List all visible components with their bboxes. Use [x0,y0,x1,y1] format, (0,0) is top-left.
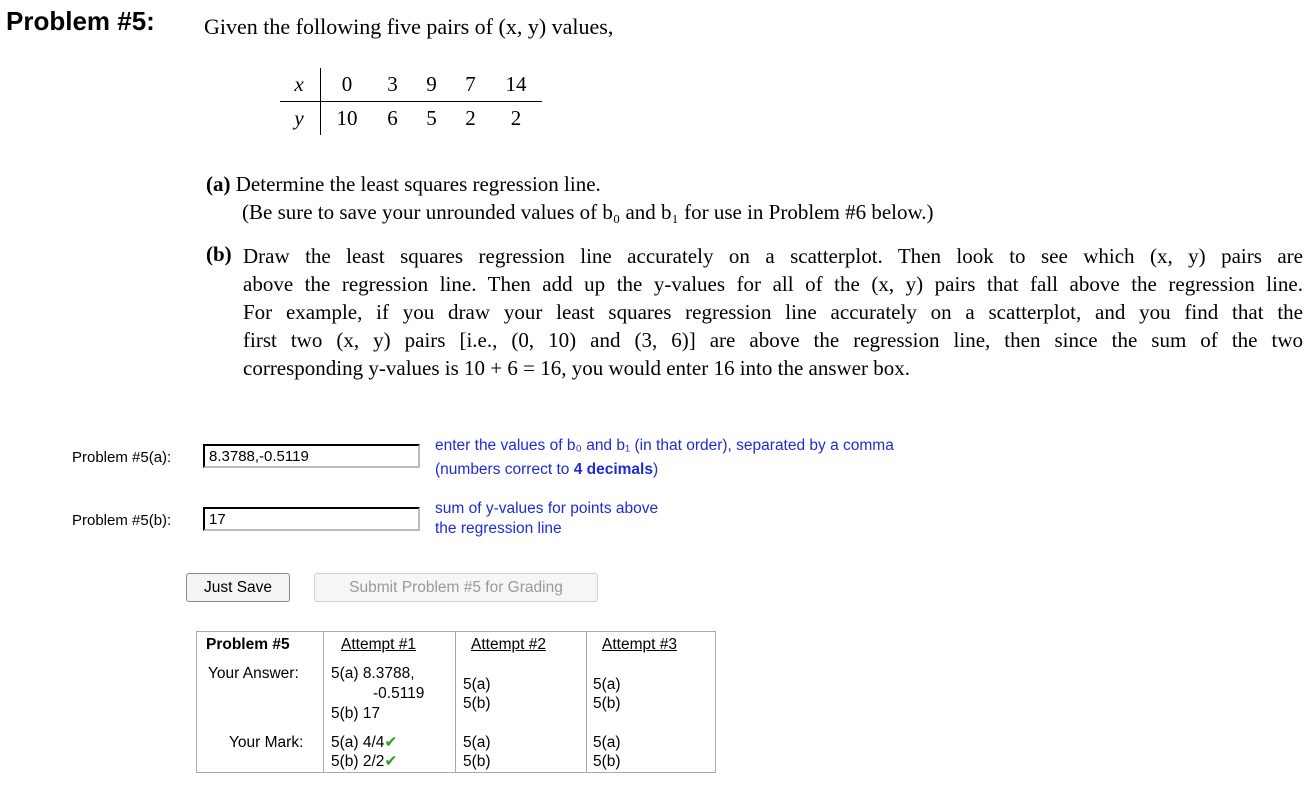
part-b-line: corresponding y-values is 10 + 6 = 16, you would enter 16 into the answer box. [243,356,910,380]
answer-a-label: Problem #5(a): [72,449,172,466]
attempt-2-link[interactable]: Attempt #2 [471,636,546,653]
y-value: 2 [465,106,476,130]
part-b-instructions [243,242,1303,382]
x-value: 14 [490,68,542,102]
answer-a-hint [435,434,1035,482]
answer-b-label: Problem #5(b): [72,512,172,529]
part-a-label: (a) [206,172,231,196]
attempt-3-answer-b: 5(b) [593,695,621,712]
y-value: 10 [336,106,358,130]
attempt-2-answer-a: 5(a) [463,676,491,693]
attempt-1-mark-b: 5(b) 2/2✔ [331,753,398,770]
x-value: 0 [321,68,374,102]
attempt-2-mark-a: 5(a) [463,734,491,751]
part-b-line: For example, if you draw your least squares regression line accurately on a scatterplot, and you find that the [243,300,1303,324]
part-b-label: (b) [206,242,232,266]
attempt-1-link[interactable]: Attempt #1 [341,636,416,653]
x-header: x [280,68,321,102]
part-a-instructions [206,170,1306,226]
answer-b-hint-line1: sum of y-values for points above [435,500,659,517]
y-value: 6 [387,106,398,130]
part-b-line: above the regression line. Then add up the y-values for all of the (x, y) pairs that fall above the regression line. [243,272,1303,296]
x-value: 7 [451,68,490,102]
answer-b-input[interactable] [203,507,420,531]
attempt-3-mark-b: 5(b) [593,753,621,770]
xy-data-table [280,68,542,135]
attempt-1-answer-b: 5(b) 17 [331,705,381,722]
answer-a-hint-line2: (numbers correct to 4 decimals) [435,461,659,478]
answer-a-input[interactable] [203,444,420,468]
attempt-3-mark-a: 5(a) [593,734,621,751]
problem-title: Problem #5: [6,6,155,36]
your-answer-label: Your Answer: [208,665,299,682]
attempt-2-mark-b: 5(b) [463,753,491,770]
results-header: Problem #5 [206,636,290,653]
part-b-line: first two (x, y) pairs [i.e., (0, 10) and (3, 6)] are above the regression line, then since the sum of the two [243,328,1303,352]
your-mark-label: Your Mark: [229,734,304,751]
y-header: y [280,102,321,136]
x-value: 9 [412,68,451,102]
part-b-line: Draw the least squares regression line accurately on a scatterplot. Then look to see which (x, y) pairs are [243,244,1303,268]
answer-a-hint-line1: enter the values of b₀ and b₁ (in that order), separated by a comma [435,437,894,454]
attempt-3-answer-a: 5(a) [593,676,621,693]
attempt-1-mark-a: 5(a) 4/4✔ [331,734,398,751]
answer-b-hint [435,499,755,539]
answer-b-hint-line2: the regression line [435,520,562,537]
submit-for-grading-button[interactable]: Submit Problem #5 for Grading [314,573,598,602]
part-a-line2: (Be sure to save your unrounded values of b₀ and b₁ for use in Problem #6 below.) [242,200,934,224]
attempts-results-table [196,631,716,773]
attempt-1-answer-a: 5(a) 8.3788, [331,665,415,682]
checkmark-icon: ✔ [384,734,398,751]
checkmark-icon: ✔ [384,753,398,770]
y-value: 2 [510,106,522,130]
attempt-3-link[interactable]: Attempt #3 [602,636,677,653]
attempt-2-answer-b: 5(b) [463,695,491,712]
part-a-line1: Determine the least squares regression line. [235,172,601,196]
just-save-button[interactable]: Just Save [186,573,290,602]
problem-intro: Given the following five pairs of (x, y) values, [204,14,614,39]
x-value: 3 [373,68,412,102]
attempt-1-answer-a-cont: -0.5119 [373,685,425,702]
y-value: 5 [426,106,437,130]
